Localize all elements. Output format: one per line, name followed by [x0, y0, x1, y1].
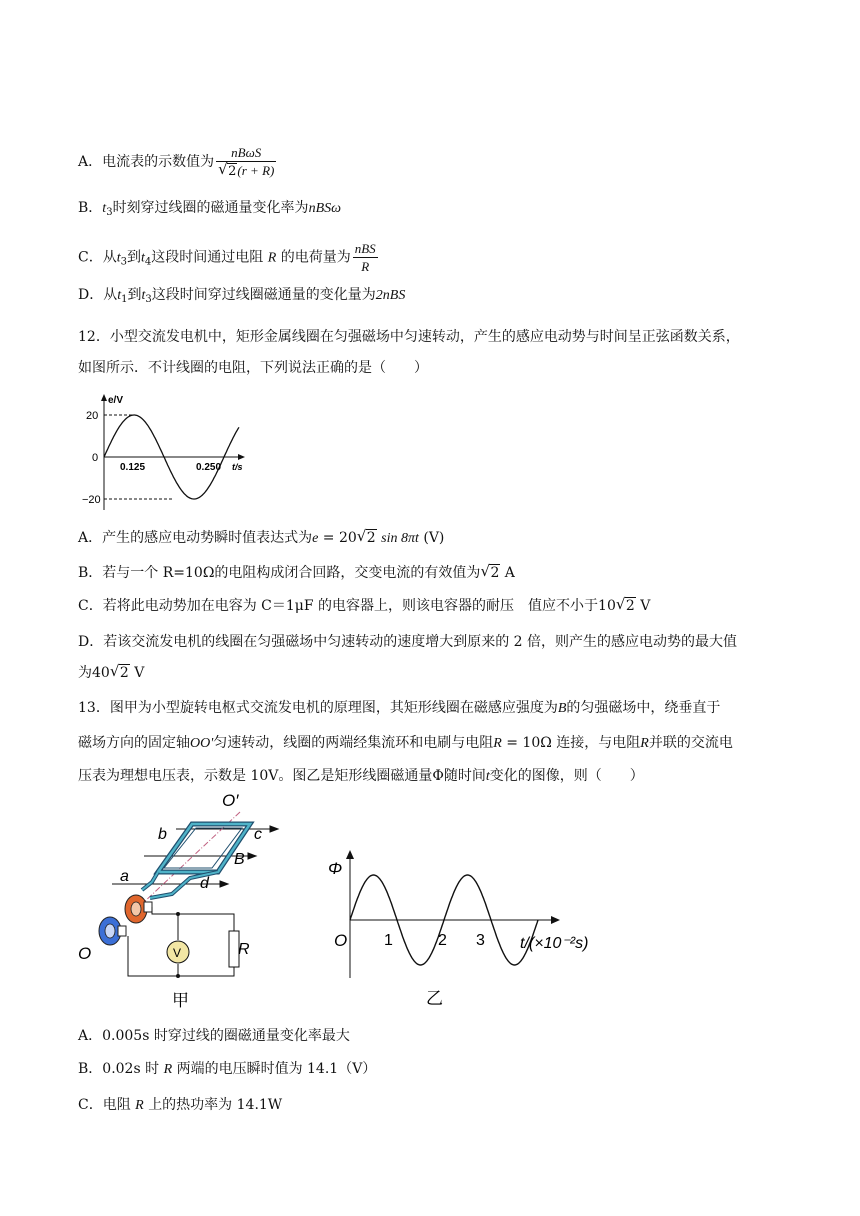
coil-label-d: d — [200, 875, 209, 892]
stem-text: 变化的图像，则（ ） — [489, 768, 644, 784]
expression: 2nBS — [375, 288, 406, 303]
coefficient: 10 — [598, 598, 616, 614]
denominator: R — [361, 259, 370, 274]
q12-emf-chart — [82, 392, 250, 516]
sqrt: √ 2 — [109, 662, 129, 681]
option-text: B．若与一个 R=10Ω的电阻构成闭合回路，交变电流的有效值为 — [78, 565, 481, 581]
brush — [144, 902, 152, 912]
fraction — [353, 240, 378, 275]
y-axis-arrow — [101, 394, 107, 401]
option-text: C．电阻 — [78, 1097, 131, 1113]
option-text: A．电流表的示数值为 — [78, 154, 215, 170]
generator-diagram — [72, 794, 302, 1014]
x-axis-arrow — [238, 454, 245, 460]
x-tick-label: 2 — [438, 932, 447, 949]
q13-option-c — [78, 1095, 282, 1116]
variable: t — [485, 769, 490, 784]
coil-label-b: b — [158, 826, 167, 843]
q11-option-c: C．从$t_3$到$t_4$这段时间通过电阻 R 的电荷量为 $\frac{\text{nBS}}{R}$ — [78, 241, 376, 274]
subscript: 3 — [145, 294, 152, 305]
unit: (V) — [418, 530, 445, 546]
x-tick-label: 0.250 — [196, 462, 222, 473]
expression: sin 8πt — [381, 531, 419, 546]
variable: R — [267, 250, 277, 266]
brush — [118, 926, 126, 936]
variable: e — [312, 531, 319, 546]
y-axis-label: Φ — [328, 859, 343, 878]
axis-label-o-prime: O′ — [222, 794, 239, 810]
sqrt: √ 2 — [615, 595, 635, 614]
unit: V — [129, 665, 145, 681]
y-tick-label: 20 — [86, 410, 99, 422]
variable: R — [135, 1098, 144, 1113]
q12-option-a — [78, 528, 444, 549]
y-tick-label: 0 — [92, 452, 99, 464]
sqrt: √ 2 — [480, 562, 500, 581]
option-text: 的电荷量为 — [280, 249, 351, 266]
option-text: D．从 — [78, 287, 118, 303]
numerator: nBωS — [216, 144, 276, 162]
stem-text: 并联的交流电 — [648, 735, 733, 751]
q11-option-a — [78, 144, 278, 180]
x-tick-label: 0.125 — [120, 462, 146, 473]
q12-stem-line2: 如图所示．不计线圈的电阻，下列说法正确的是（ ） — [78, 360, 428, 376]
coil-label-c: c — [254, 826, 262, 843]
variable: R — [163, 1062, 173, 1077]
option-text: 上的热功率为 14.1W — [148, 1097, 283, 1113]
x-tick-label: 1 — [384, 932, 393, 949]
sqrt: √ 2 — [218, 160, 237, 179]
x-axis-label: t/s — [232, 462, 243, 472]
stem-text: = 10Ω 连接，与电阻 — [501, 735, 641, 751]
x-axis-arrow — [551, 916, 560, 924]
expression: = 20 — [318, 530, 357, 546]
y-axis-arrow — [346, 850, 354, 859]
option-text: 时刻穿过线圈的磁通量变化率为 — [112, 200, 309, 216]
q13-stem-line3 — [78, 766, 644, 787]
option-text: 为 — [78, 665, 92, 681]
q12-stem-line1: 12．小型交流发电机中，矩形金属线圈在匀强磁场中匀速转动，产生的感应电动势与时间呈正弦函数关系， — [78, 329, 740, 345]
stem-text: 的匀强磁场中，绕垂直于 — [566, 700, 721, 716]
q13-stem-line1 — [78, 698, 720, 719]
q12-option-d-line2 — [78, 663, 144, 683]
subscript: 1 — [121, 294, 128, 305]
x-tick-label: 3 — [476, 932, 485, 949]
option-text: 这段时间通过电阻 — [151, 249, 264, 266]
numerator: nBS — [354, 241, 376, 256]
option-text: C．若将此电动势加在电容为 C＝1μF 的电容器上，则该电容器的耐压 值应不小于 — [78, 598, 599, 614]
option-label: B． — [78, 200, 103, 216]
denominator — [216, 162, 276, 180]
variable: R — [640, 736, 649, 751]
option-text: C．从 — [78, 249, 117, 266]
voltmeter-label: V — [173, 946, 182, 960]
option-text: 两端的电压瞬时值为 14.1（V） — [176, 1061, 377, 1077]
option-text: A．产生的感应电动势瞬时值表达式为 — [78, 530, 313, 546]
q12-option-c — [78, 596, 650, 616]
stem-text: 匀速转动，线圈的两端经集流环和电刷与电阻 — [213, 735, 494, 751]
y-axis-label: e/V — [108, 395, 124, 406]
sqrt: √ 2 — [356, 527, 376, 546]
q13-option-b — [78, 1059, 376, 1080]
figure-caption-jia: 甲 — [172, 991, 189, 1010]
coil-label-a: a — [120, 868, 129, 885]
unit: V — [635, 598, 651, 614]
expression: nBSω — [308, 201, 341, 216]
x-axis-label: t/(×10⁻²s) — [520, 935, 589, 952]
stem-text: 13．图甲为小型旋转电枢式交流发电机的原理图，其矩形线圈在磁感应强度为 — [78, 700, 558, 716]
q11-option-b: B．$t_3$时刻穿过线圈的磁通量变化率为nBSω — [78, 200, 341, 218]
option-text: 到 — [127, 287, 142, 303]
subscript: 3 — [120, 256, 127, 268]
q12-option-d-line1: D．若该交流发电机的线圈在匀强磁场中匀速转动的速度增大到原来的 2 倍，则产生的感应电动势的最大值 — [78, 634, 738, 650]
denominator-rest: (r + R) — [237, 163, 275, 178]
q11-option-d: D．从$t_1$到$t_3$这段时间穿过线圈磁通量的变化量为2nBS — [78, 287, 406, 305]
stem-text: 压表为理想电压表，示数是 10V。图乙是矩形线圈磁通量Φ随时间 — [78, 768, 486, 784]
field-label-b: B — [234, 851, 245, 868]
q12-option-b — [78, 563, 515, 583]
q13-stem-line2 — [78, 733, 733, 754]
flux-time-graph — [322, 848, 612, 1010]
axis-label: OO' — [190, 736, 214, 751]
variable: R — [493, 736, 502, 751]
axis-label-o: O — [78, 944, 92, 963]
coefficient: 40 — [92, 665, 110, 681]
option-text: 到 — [126, 249, 141, 266]
fraction — [216, 144, 276, 180]
option-text: 这段时间穿过线圈磁通量的变化量为 — [151, 287, 376, 303]
q13-option-a: A．0.005s 时穿过线的圈磁通量变化率最大 — [78, 1028, 350, 1044]
origin-label: O — [334, 931, 348, 950]
stem-text: 磁场方向的固定轴 — [78, 735, 190, 751]
subscript: 3 — [106, 207, 113, 218]
option-text: B．0.02s 时 — [78, 1061, 160, 1077]
unit: A — [500, 565, 515, 581]
y-tick-label: −20 — [82, 494, 101, 506]
resistor-label: R — [238, 941, 250, 958]
figure-caption-yi: 乙 — [426, 989, 443, 1008]
subscript: 4 — [144, 256, 152, 268]
variable: B — [557, 701, 567, 716]
